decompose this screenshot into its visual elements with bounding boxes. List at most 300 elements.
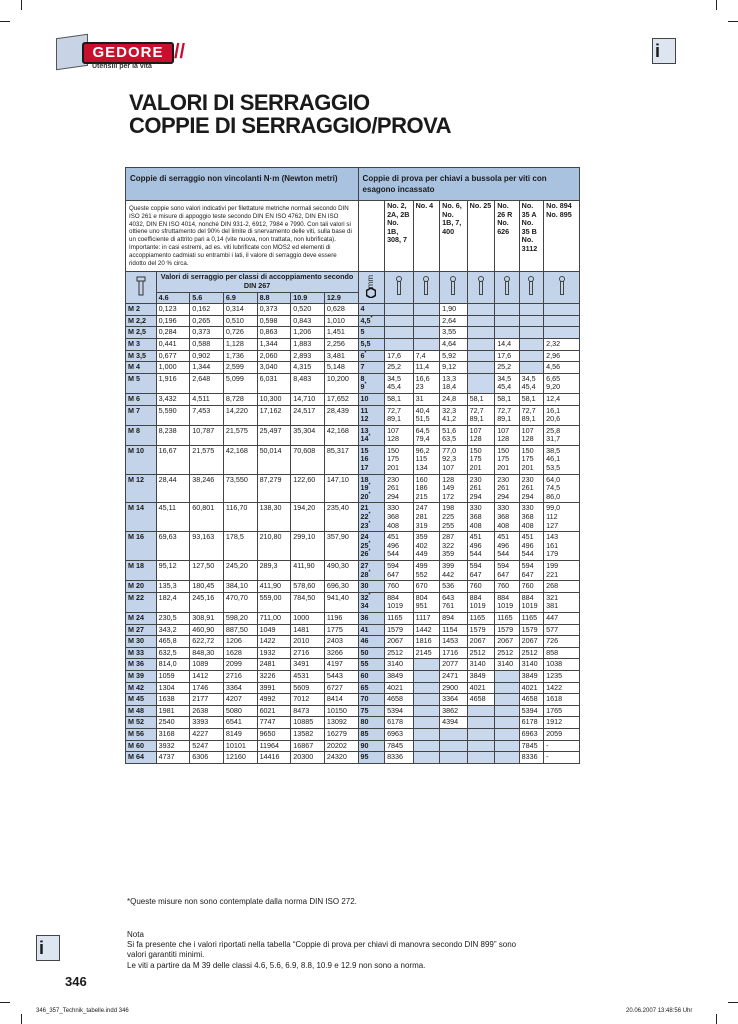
- torque-value: 289,3: [257, 561, 291, 581]
- wrench-size-mm: 36: [358, 612, 385, 624]
- torque-value: 308,91: [190, 612, 224, 624]
- test-torque-value: 2067: [467, 636, 495, 648]
- thread-size: M 22: [126, 592, 157, 612]
- note-line1: Si fa presente che i valori riportati nella tabella “Coppie di prova per chiavi di manovra secondo DIN 899” sono valori garantiti minimi.: [127, 940, 517, 960]
- torque-value: 3932: [156, 740, 190, 752]
- test-torque-value: [467, 350, 495, 362]
- torque-value: 559,00: [257, 592, 291, 612]
- test-torque-value: 6,65 9,20: [544, 373, 580, 393]
- test-torque-value: 4021: [467, 682, 495, 694]
- test-torque-value: [544, 315, 580, 327]
- test-torque-value: 3140: [495, 659, 519, 671]
- torque-value: 5,590: [156, 405, 190, 425]
- torque-value: 299,10: [291, 532, 325, 561]
- info-book-icon: i: [652, 38, 676, 64]
- test-torque-value: 1165: [467, 612, 495, 624]
- test-torque-value: -: [544, 752, 580, 764]
- test-torque-value: 594 647: [519, 561, 543, 581]
- thread-size: M 3,5: [126, 350, 157, 362]
- torque-value: 24320: [324, 752, 358, 764]
- test-torque-value: [385, 315, 414, 327]
- table-row: [126, 670, 580, 682]
- torque-value: 10101: [223, 740, 257, 752]
- test-torque-value: 72,7 89,1: [519, 405, 543, 425]
- wrench-size-mm: 46: [358, 636, 385, 648]
- torque-value: 1412: [190, 670, 224, 682]
- torque-value: 3991: [257, 682, 291, 694]
- torque-value: 194,20: [291, 503, 325, 532]
- test-torque-value: 6963: [385, 728, 414, 740]
- torque-value: 10150: [324, 705, 358, 717]
- torque-value: 147,10: [324, 474, 358, 503]
- wrench-size-mm: 6*: [358, 350, 385, 362]
- table-row: [126, 373, 580, 393]
- torque-value: 1638: [156, 694, 190, 706]
- wrench-size-mm: 5: [358, 327, 385, 339]
- torque-value: 490,30: [324, 561, 358, 581]
- torque-value: 122,60: [291, 474, 325, 503]
- table-row: [126, 327, 580, 339]
- test-torque-value: 17,6: [385, 350, 414, 362]
- torque-value: 460,90: [190, 624, 224, 636]
- test-torque-value: [413, 740, 440, 752]
- wrench-size-mm: 60: [358, 670, 385, 682]
- torque-value: 230,5: [156, 612, 190, 624]
- wrench-size-mm: 55: [358, 659, 385, 671]
- test-torque-value: 451 496 544: [467, 532, 495, 561]
- test-torque-value: 2,64: [440, 315, 468, 327]
- test-torque-value: 6178: [519, 717, 543, 729]
- torque-value: 1000: [291, 612, 325, 624]
- test-torque-value: 1579: [467, 624, 495, 636]
- torque-value: 1304: [156, 682, 190, 694]
- table-row: [126, 532, 580, 561]
- test-torque-value: 6178: [385, 717, 414, 729]
- test-torque-value: [495, 315, 519, 327]
- table-row: [126, 705, 580, 717]
- test-torque-value: [413, 717, 440, 729]
- torque-value: 1,128: [223, 338, 257, 350]
- torque-value: 45,11: [156, 503, 190, 532]
- torque-value: 12160: [223, 752, 257, 764]
- test-torque-value: 58,1: [385, 393, 414, 405]
- test-torque-value: 13,3 18,4: [440, 373, 468, 393]
- wrench-size-mm: 90: [358, 740, 385, 752]
- torque-value: 0,123: [156, 304, 190, 316]
- torque-value: 1,344: [257, 338, 291, 350]
- test-torque-value: 760: [519, 581, 543, 593]
- torque-value: 14,220: [223, 405, 257, 425]
- torque-value: 42,168: [223, 445, 257, 474]
- test-torque-value: 230 261 294: [467, 474, 495, 503]
- torque-value: 4197: [324, 659, 358, 671]
- torque-value: 8149: [223, 728, 257, 740]
- wrench-size-mm: 4: [358, 304, 385, 316]
- torque-value: 1481: [291, 624, 325, 636]
- test-torque-value: 16,6 23: [413, 373, 440, 393]
- torque-table: [125, 167, 580, 764]
- torque-value: 2540: [156, 717, 190, 729]
- test-torque-value: 8336: [519, 752, 543, 764]
- torque-value: 70,608: [291, 445, 325, 474]
- mm-label: mm: [366, 274, 375, 289]
- test-torque-value: [495, 327, 519, 339]
- test-torque-value: [467, 304, 495, 316]
- test-torque-value: 198 225 255: [440, 503, 468, 532]
- table-row: [126, 474, 580, 503]
- test-torque-value: 247 281 319: [413, 503, 440, 532]
- torque-value: 5609: [291, 682, 325, 694]
- table-row: [126, 740, 580, 752]
- torque-value: 180,45: [190, 581, 224, 593]
- bolt-icon: [126, 272, 157, 304]
- torque-value: 42,168: [324, 425, 358, 445]
- test-torque-value: 268: [544, 581, 580, 593]
- test-torque-value: 3849: [519, 670, 543, 682]
- test-torque-value: [413, 659, 440, 671]
- test-torque-value: 330 368 408: [519, 503, 543, 532]
- test-torque-value: 150 175 201: [467, 445, 495, 474]
- torque-value: 28,439: [324, 405, 358, 425]
- torque-value: 7,453: [190, 405, 224, 425]
- test-torque-value: [495, 682, 519, 694]
- wrench-size-mm: 18 19* 20*: [358, 474, 385, 503]
- note-heading: Nota: [127, 930, 144, 939]
- table-row: [126, 659, 580, 671]
- torque-value: 4207: [223, 694, 257, 706]
- table-row: [126, 445, 580, 474]
- torque-value: 2716: [223, 670, 257, 682]
- torque-value: 1,000: [156, 362, 190, 374]
- torque-value: 8,728: [223, 393, 257, 405]
- tool-number: No. 25: [467, 201, 495, 272]
- test-torque-value: 25,8 31,7: [544, 425, 580, 445]
- torque-value: 784,50: [291, 592, 325, 612]
- test-torque-value: 1422: [544, 682, 580, 694]
- torque-value: 3364: [223, 682, 257, 694]
- test-torque-value: [440, 752, 468, 764]
- torque-value: 8,238: [156, 425, 190, 445]
- torque-value: 14,710: [291, 393, 325, 405]
- thread-size: M 3: [126, 338, 157, 350]
- torque-value: 24,517: [291, 405, 325, 425]
- torque-value: 3,040: [257, 362, 291, 374]
- crop-mark: [716, 0, 717, 10]
- test-torque-value: [467, 315, 495, 327]
- tool-number: No. 4: [413, 201, 440, 272]
- test-torque-value: 536: [440, 581, 468, 593]
- torque-value: 20202: [324, 740, 358, 752]
- crop-mark: [728, 1002, 738, 1003]
- test-torque-value: 150 175 201: [385, 445, 414, 474]
- test-torque-value: [467, 728, 495, 740]
- torque-value: 69,63: [156, 532, 190, 561]
- torque-value: 10,300: [257, 393, 291, 405]
- table-row: [126, 503, 580, 532]
- table-row: [126, 350, 580, 362]
- tool-number: No. 35 A No. 35 B No. 3112: [519, 201, 543, 272]
- torque-value: 2,599: [223, 362, 257, 374]
- torque-value: 73,550: [223, 474, 257, 503]
- test-torque-value: 72,7 89,1: [495, 405, 519, 425]
- test-torque-value: 96,2 115 134: [413, 445, 440, 474]
- note-line2: Le viti a partire da M 39 delle classi 4.6, 5.6, 6.9, 8.8, 10.9 e 12.9 non sono a norma.: [127, 960, 426, 970]
- torque-value: 4,511: [190, 393, 224, 405]
- test-torque-value: 594 647: [495, 561, 519, 581]
- test-torque-value: [413, 315, 440, 327]
- torque-value: 1981: [156, 705, 190, 717]
- test-torque-value: [495, 752, 519, 764]
- test-torque-value: 1579: [495, 624, 519, 636]
- torque-value: 1049: [257, 624, 291, 636]
- torque-value: 384,10: [223, 581, 257, 593]
- test-torque-value: 1453: [440, 636, 468, 648]
- torque-value: 2,648: [190, 373, 224, 393]
- table-row: [126, 682, 580, 694]
- test-torque-value: [385, 338, 414, 350]
- table-row: [126, 561, 580, 581]
- test-torque-value: 330 368 408: [467, 503, 495, 532]
- torque-value: 10,200: [324, 373, 358, 393]
- torque-value: 4531: [291, 670, 325, 682]
- test-torque-value: 2,32: [544, 338, 580, 350]
- torque-value: 2,060: [257, 350, 291, 362]
- test-torque-value: 577: [544, 624, 580, 636]
- torque-value: 1,451: [324, 327, 358, 339]
- torque-value: 16,67: [156, 445, 190, 474]
- torque-value: 1775: [324, 624, 358, 636]
- thread-size: M 6: [126, 393, 157, 405]
- test-torque-value: [519, 350, 543, 362]
- table-note: Queste coppie sono valori indicativi per filettature metriche normali secondo DIN ISO 261 e misure di appoggio teste secondo DIN EN ISO 4762, DIN EN ISO 4032, DIN EN ISO 4014, nonché DIN 931-2, 6912, 7984 e 7990. Con tali valori si ottiene uno sfruttamento del 90% del limite di snervamento delle viti, sulla base di un coefficiente di attrito pari a 0,14 (vite nuova, non trattata, non lubrificata). Importante: in casi estremi, ad es. viti lubrificate con MOS2 ed elementi di accoppiamento cadmiati su entrambi i lati, il valore di serraggio deve essere ridotto del 20 % circa.: [126, 201, 359, 272]
- torque-value: 178,5: [223, 532, 257, 561]
- footnote: *Queste misure non sono contemplate dalla norma DIN ISO 272.: [127, 897, 357, 906]
- test-torque-value: [495, 705, 519, 717]
- thread-size: M 56: [126, 728, 157, 740]
- wrench-size-mm: 75: [358, 705, 385, 717]
- torque-value: 127,50: [190, 561, 224, 581]
- thread-size: M 60: [126, 740, 157, 752]
- test-torque-value: 4021: [385, 682, 414, 694]
- wrench-size-mm: 85: [358, 728, 385, 740]
- test-torque-value: 287 322 359: [440, 532, 468, 561]
- test-torque-value: 128 149 172: [440, 474, 468, 503]
- test-torque-value: [413, 304, 440, 316]
- test-torque-value: 14,4: [495, 338, 519, 350]
- torque-value: 8473: [291, 705, 325, 717]
- thread-size: M 24: [126, 612, 157, 624]
- torque-value: 5,148: [324, 362, 358, 374]
- torque-value: 4737: [156, 752, 190, 764]
- torque-value: 357,90: [324, 532, 358, 561]
- test-torque-value: 2077: [440, 659, 468, 671]
- torque-value: 598,20: [223, 612, 257, 624]
- torque-value: 411,90: [291, 561, 325, 581]
- test-torque-value: [413, 670, 440, 682]
- test-torque-value: [413, 752, 440, 764]
- torque-value: 16279: [324, 728, 358, 740]
- test-torque-value: 3849: [467, 670, 495, 682]
- test-torque-value: 230 261 294: [385, 474, 414, 503]
- test-torque-value: 894: [440, 612, 468, 624]
- torque-value: 25,497: [257, 425, 291, 445]
- torque-value: 4227: [190, 728, 224, 740]
- test-torque-value: [544, 304, 580, 316]
- wrench-size-mm: 70: [358, 694, 385, 706]
- torque-value: 0,441: [156, 338, 190, 350]
- print-datetime: 20.06.2007 13:48:56 Uhr: [626, 1008, 693, 1014]
- wrench-icon: [413, 272, 440, 304]
- test-torque-value: 17,6: [495, 350, 519, 362]
- torque-value: 470,70: [223, 592, 257, 612]
- test-torque-value: 3140: [519, 659, 543, 671]
- class-label: 10.9: [291, 292, 325, 304]
- test-torque-value: [519, 327, 543, 339]
- test-torque-value: 230 261 294: [495, 474, 519, 503]
- test-torque-value: [519, 304, 543, 316]
- test-torque-value: 1618: [544, 694, 580, 706]
- torque-value: 6306: [190, 752, 224, 764]
- test-torque-value: 884 1019: [519, 592, 543, 612]
- table-row: [126, 624, 580, 636]
- test-torque-value: 5394: [519, 705, 543, 717]
- torque-value: 0,314: [223, 304, 257, 316]
- table-row: [126, 315, 580, 327]
- torque-value: 13092: [324, 717, 358, 729]
- test-torque-value: [495, 740, 519, 752]
- test-torque-value: 330 368 408: [385, 503, 414, 532]
- test-torque-value: 6963: [519, 728, 543, 740]
- test-torque-value: 9,12: [440, 362, 468, 374]
- test-torque-value: 107 128: [467, 425, 495, 445]
- class-label: 5.6: [190, 292, 224, 304]
- torque-value: 2,256: [324, 338, 358, 350]
- test-torque-value: 1,90: [440, 304, 468, 316]
- torque-value: 3393: [190, 717, 224, 729]
- test-torque-value: 8336: [385, 752, 414, 764]
- test-torque-value: 230 261 294: [519, 474, 543, 503]
- thread-size: M 33: [126, 647, 157, 659]
- thread-size: M 52: [126, 717, 157, 729]
- torque-value: 696,30: [324, 581, 358, 593]
- tool-number: No. 894 No. 895: [544, 201, 580, 272]
- test-torque-value: 1579: [519, 624, 543, 636]
- torque-value: 2099: [223, 659, 257, 671]
- test-torque-value: [519, 338, 543, 350]
- test-torque-value: 499 552: [413, 561, 440, 581]
- test-torque-value: 31: [413, 393, 440, 405]
- test-torque-value: 760: [495, 581, 519, 593]
- test-torque-value: 150 175 201: [519, 445, 543, 474]
- thread-size: M 5: [126, 373, 157, 393]
- test-torque-value: 1442: [413, 624, 440, 636]
- torque-value: 1746: [190, 682, 224, 694]
- test-torque-value: [467, 717, 495, 729]
- torque-value: 4992: [257, 694, 291, 706]
- crop-mark: [716, 1014, 717, 1024]
- torque-value: 3,432: [156, 393, 190, 405]
- wrench-size-mm: 24 25* 26*: [358, 532, 385, 561]
- test-torque-value: 3849: [385, 670, 414, 682]
- torque-value: 60,801: [190, 503, 224, 532]
- test-torque-value: 760: [467, 581, 495, 593]
- wrench-size-mm: 13 14*: [358, 425, 385, 445]
- test-torque-value: 32,3 41,2: [440, 405, 468, 425]
- wrench-icon: [440, 272, 468, 304]
- table-row: [126, 304, 580, 316]
- wrench-size-mm: 10: [358, 393, 385, 405]
- test-torque-value: [385, 304, 414, 316]
- info-book-icon: i: [36, 935, 60, 961]
- torque-value: 0,726: [223, 327, 257, 339]
- table-row: [126, 728, 580, 740]
- test-torque-value: 3140: [385, 659, 414, 671]
- test-torque-value: [413, 327, 440, 339]
- wrench-size-mm: 41: [358, 624, 385, 636]
- test-torque-value: 12,4: [544, 393, 580, 405]
- torque-value: 7747: [257, 717, 291, 729]
- test-torque-value: 2067: [385, 636, 414, 648]
- test-torque-value: [467, 705, 495, 717]
- test-torque-value: 2067: [495, 636, 519, 648]
- test-torque-value: 38,5 46,1 53,5: [544, 445, 580, 474]
- torque-value: 1,883: [291, 338, 325, 350]
- test-torque-value: 451 496 544: [385, 532, 414, 561]
- tool-number: No. 2, 2A, 2B No. 1B, 308, 7: [385, 201, 414, 272]
- table-row: [126, 425, 580, 445]
- test-torque-value: [413, 682, 440, 694]
- test-torque-value: 1038: [544, 659, 580, 671]
- torque-value: 21,575: [190, 445, 224, 474]
- test-torque-value: 884 1019: [467, 592, 495, 612]
- torque-value: 887,50: [223, 624, 257, 636]
- crop-mark: [0, 21, 10, 22]
- torque-value: 5247: [190, 740, 224, 752]
- table-row: [126, 393, 580, 405]
- torque-value: 3226: [257, 670, 291, 682]
- test-torque-value: 2471: [440, 670, 468, 682]
- torque-value: 2403: [324, 636, 358, 648]
- thread-size: M 42: [126, 682, 157, 694]
- torque-value: 9650: [257, 728, 291, 740]
- torque-value: 138,30: [257, 503, 291, 532]
- wrench-icon: [544, 272, 580, 304]
- wrench-icon: [495, 272, 519, 304]
- test-torque-value: 884 1019: [385, 592, 414, 612]
- table-row: [126, 581, 580, 593]
- right-header: Coppie di prova per chiavi a bussola per viti con esagono incassato: [358, 168, 579, 201]
- torque-value: 1932: [257, 647, 291, 659]
- test-torque-value: [467, 338, 495, 350]
- test-torque-value: 804 951: [413, 592, 440, 612]
- test-torque-value: 1154: [440, 624, 468, 636]
- test-torque-value: 77,0 92,3 107: [440, 445, 468, 474]
- crop-mark: [728, 21, 738, 22]
- torque-value: 0,863: [257, 327, 291, 339]
- page-title-line2: COPPIE DI SERRAGGIO/PROVA: [129, 113, 452, 138]
- mm-hex-icon: [358, 272, 385, 304]
- test-torque-value: 5394: [385, 705, 414, 717]
- torque-value: 1628: [223, 647, 257, 659]
- test-torque-value: 25,2: [495, 362, 519, 374]
- thread-size: M 39: [126, 670, 157, 682]
- test-torque-value: 670: [413, 581, 440, 593]
- wrench-size-mm: 5,5: [358, 338, 385, 350]
- wrench-size-mm: 80: [358, 717, 385, 729]
- test-torque-value: 16,1 20,6: [544, 405, 580, 425]
- test-torque-value: 359 402 449: [413, 532, 440, 561]
- page-number: 346: [65, 974, 87, 989]
